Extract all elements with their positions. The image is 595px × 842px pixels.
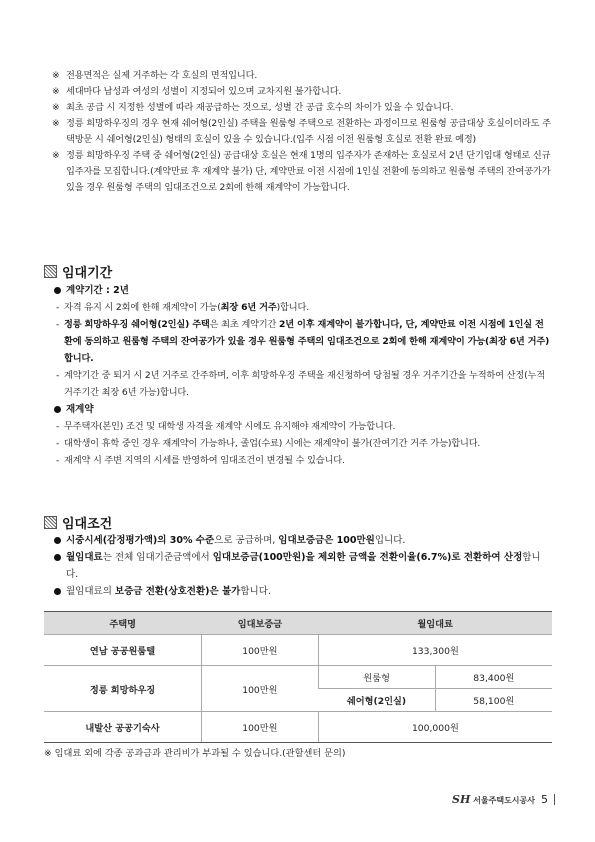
room-type-cell: 원룸형: [318, 666, 435, 689]
bullet-item: 월임대료의 보증금 전환(상호전환)은 불가합니다.: [52, 583, 552, 600]
house-name-cell: 내발산 공공기숙사: [44, 712, 201, 743]
deposit-cell: 100만원: [201, 666, 318, 712]
dash-item: - 대학생이 휴학 중인 경우 재계약이 가능하나, 졸업(수료) 시에는 재계약이 불가(잔여기간 거주 가능)합니다.: [56, 438, 481, 449]
table-header-row: [44, 612, 552, 635]
notes-list: [52, 68, 552, 196]
column-header: 월임대료: [318, 612, 552, 635]
bullet-item: 계약기간 : 2년: [52, 282, 552, 299]
bullet-item: 월임대료는 전체 임대기준금액에서 임대보증금(100만원)을 제외한 금액을 전환이율(6.7%)로 전환하여 산정합니다.: [52, 549, 552, 583]
bullet-dot-icon: [54, 588, 61, 595]
rent-cell: 133,300원: [318, 635, 552, 666]
bullet-dot-icon: [54, 537, 61, 544]
section-title-lease-terms: 임대조건: [44, 513, 112, 532]
note-item: ※ 최초 공급 시 지정한 성별에 따라 재공급하는 것으로, 성별 간 공급 호수의 차이가 있을 수 있습니다.: [52, 102, 454, 113]
bullet-item: 시중시세(감정평가액)의 30% 수준으로 공급하며, 임대보증금은 100만원입니다.: [52, 532, 552, 549]
dash-item: - 재계약 시 주변 지역의 시세를 반영하여 임대조건이 변경될 수 있습니다.: [56, 455, 345, 466]
dash-item: - 정릉 희망하우징 쉐어형(2인실) 주택은 최초 계약기간 2년 이후 재계약이 불가합니다, 단, 계약만료 이전 시점에 1인실 전환에 동의하고 원룸형 주택의 잔여공가가 있을 경우 원룸형 주택의 임대조건으로 2회에 한해 재계약이 가능(최장 6년 거주)합니다.: [56, 319, 550, 364]
section-title-lease-period: 임대기간: [44, 262, 112, 281]
deposit-cell: 100만원: [201, 712, 318, 743]
room-type-cell: 쉐어형(2인실): [318, 689, 435, 712]
table-row: [44, 666, 552, 689]
column-header: 주택명: [44, 612, 201, 635]
column-header: 임대보증금: [201, 612, 318, 635]
note-item: ※ 세대마다 남성과 여성의 성별이 지정되어 있으며 교차지원 불가합니다.: [52, 86, 342, 97]
dash-item: - 자격 유지 시 2회에 한해 재계약이 가능(최장 6년 거주)합니다.: [56, 302, 309, 313]
lease-terms-block: [52, 532, 552, 600]
page-number: 5: [541, 793, 548, 806]
bullet-dot-icon: [54, 287, 61, 294]
page-footer: [452, 793, 555, 806]
sh-logo: SH 서울주택도시공사: [452, 793, 535, 806]
table-row: [44, 635, 552, 666]
deposit-cell: 100만원: [201, 635, 318, 666]
house-name-cell: 연남 공공원룸텔: [44, 635, 201, 666]
bullet-item: 재계약: [52, 401, 552, 418]
lease-terms-table: [44, 611, 552, 743]
note-item: ※ 정릉 희망하우징의 경우 현재 쉐어형(2인실) 주택을 원룸형 주택으로 전환하는 과정이므로 원룸형 공급대상 호실이더라도 주택방문 시 쉐어형(2인실) 형태의 호실이 있을 수 있습니다.(입주 시점 이전 원룸형 호실로 전환 완료 예정): [52, 118, 551, 145]
rent-cell: 58,100원: [435, 689, 552, 712]
rent-cell: 100,000원: [318, 712, 552, 743]
note-item: ※ 정릉 희망하우징 주택 중 쉐어형(2인실) 공급대상 호실은 현재 1명의 입주자가 존재하는 호실로서 2년 단기임대 형태로 신규 입주자를 모집합니다.(계약만료 후 재계약 불가) 단, 계약만료 이전 시점에 1인실 전환에 동의하고 원룸형 주택의 잔여공가가 있을 경우 원룸형 주택의 임대조건으로 2회에 한해 재계약이 가능합니다.: [52, 150, 551, 193]
house-name-cell: 정릉 희망하우징: [44, 666, 201, 712]
bullet-dot-icon: [54, 406, 61, 413]
footnote: ※ 임대료 외에 각종 공과금과 관리비가 부과될 수 있습니다.(관할센터 문의): [44, 748, 346, 759]
dash-item: - 무주택자(본인) 조건 및 대학생 자격을 재계약 시에도 유지해야 재계약이 가능합니다.: [56, 421, 396, 432]
bullet-dot-icon: [54, 554, 61, 561]
table-row: [44, 712, 552, 743]
rent-cell: 83,400원: [435, 666, 552, 689]
lease-period-block: [52, 282, 552, 469]
dash-item: - 계약기간 중 퇴거 시 2년 거주로 간주하며, 이후 희망하우징 주택을 재신청하여 당첨될 경우 거주기간을 누적하여 산정(누적 거주기간 최장 6년 가능)합니다.: [56, 370, 545, 398]
footer-divider: [554, 794, 555, 805]
note-item: ※ 전용면적은 실제 거주하는 각 호실의 면적입니다.: [52, 70, 258, 81]
section-square-icon: [44, 516, 57, 529]
section-square-icon: [44, 265, 57, 278]
